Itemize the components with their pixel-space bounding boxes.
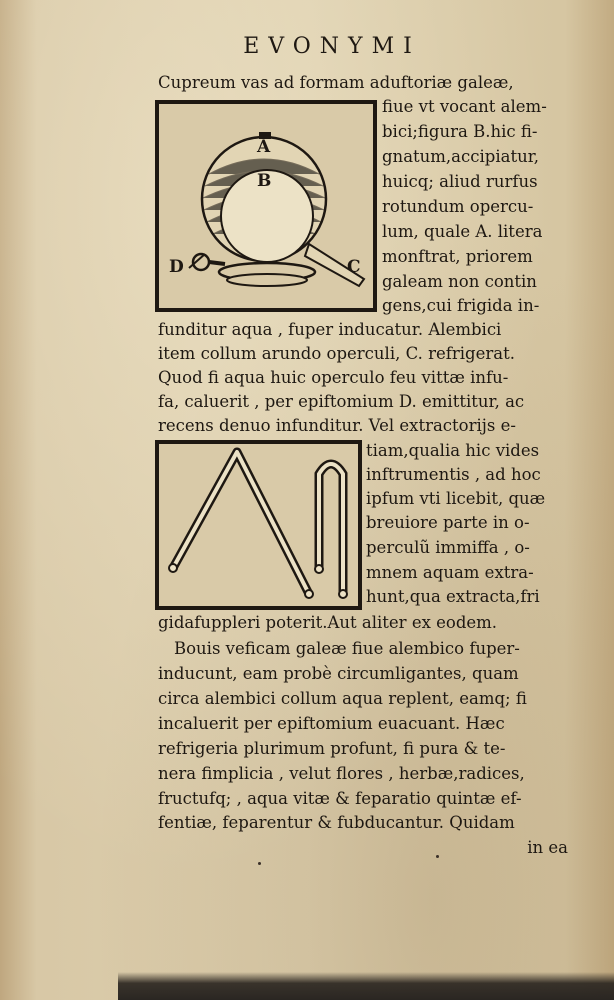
text-line: Quod fi aqua huic operculo feu vittæ infu-: [158, 368, 509, 387]
text-line: gnatum,accipiatur,: [382, 147, 540, 166]
text-line: perculũ immiffa , o-: [366, 538, 530, 557]
text-line: incaluerit per epiftomium euacuant. Hæc: [158, 714, 505, 733]
text-line: nera fimplicia , velut flores , herbæ,radices,: [158, 764, 525, 783]
text-line: gens,cui frigida in-: [382, 296, 540, 315]
label-a: A: [257, 137, 271, 157]
text-line: inftrumentis , ad hoc: [366, 465, 541, 484]
text-line: funditur aqua , fuper inducatur. Alembici: [158, 320, 502, 339]
extractor-woodcut: [155, 440, 362, 610]
alembic-illustration: [159, 104, 373, 308]
text-line: Cupreum vas ad formam aduftoriæ galeæ,: [158, 73, 514, 92]
text-line: fructufq; , aqua vitæ & feparatio quintæ ef-: [158, 789, 522, 808]
text-line: fa, caluerit , per epiftomium D. emittitur, ac: [158, 392, 525, 411]
label-d: D: [169, 257, 184, 277]
alembic-woodcut: [155, 100, 377, 312]
text-line: rotundum opercu-: [382, 197, 534, 216]
text-line: fentiæ, feparentur & fubducantur. Quidam: [158, 813, 515, 832]
label-c: C: [347, 257, 361, 277]
running-header: EVONYMI: [243, 34, 421, 59]
page-edge-shadow: [118, 972, 614, 1000]
label-b: B: [257, 171, 272, 191]
text-line: ipfum vti licebit, quæ: [366, 489, 546, 508]
text-line: breuiore parte in o-: [366, 513, 530, 532]
catchword: in ea: [527, 838, 568, 857]
paper-speck: [258, 862, 261, 865]
text-line: recens denuo infunditur. Vel extractorijs e-: [158, 416, 516, 435]
extractor-illustration: [159, 444, 358, 606]
paper-speck: [436, 855, 439, 858]
text-line: item collum arundo operculi, C. refrigerat.: [158, 344, 515, 363]
text-line: gidafuppleri poterit.Aut aliter ex eodem.: [158, 613, 498, 632]
text-line: refrigeria plurimum profunt, fi pura & te-: [158, 739, 506, 758]
text-line: galeam non contin: [382, 272, 537, 291]
text-line: Bouis veficam galeæ fiue alembico fuper-: [174, 639, 520, 658]
text-line: inducunt, eam probè circumligantes, quam: [158, 664, 519, 683]
text-line: circa alembici collum aqua replent, eamq; fi: [158, 689, 527, 708]
text-line: hunt,qua extracta,fri: [366, 587, 540, 606]
text-line: bici;figura B.hic fi-: [382, 122, 538, 141]
text-line: tiam,qualia hic vides: [366, 441, 540, 460]
text-line: lum, quale A. litera: [382, 222, 543, 241]
text-line: monftrat, priorem: [382, 247, 533, 266]
text-line: mnem aquam extra-: [366, 563, 534, 582]
text-line: huicq; aliud rurfus: [382, 172, 538, 191]
text-line: fiue vt vocant alem-: [382, 97, 547, 116]
